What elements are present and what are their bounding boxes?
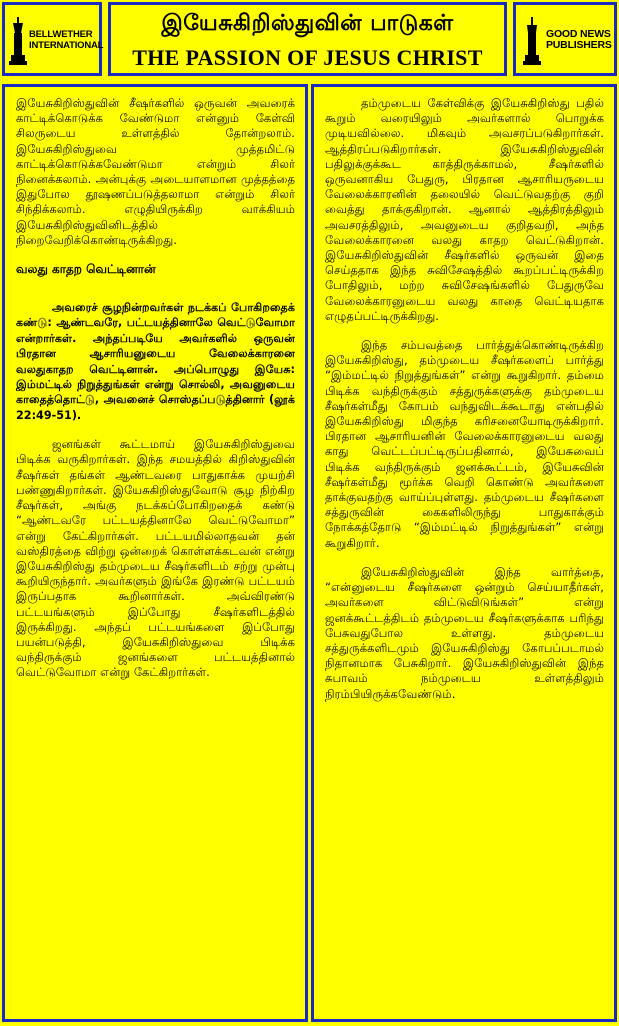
logo-right-line2: PUBLISHERS	[546, 39, 612, 51]
bellwether-logo	[2, 2, 102, 76]
title-box	[108, 2, 507, 76]
tower-icon	[522, 17, 544, 67]
title-english: THE PASSION OF JESUS CHRIST	[132, 45, 483, 70]
left-paragraph-1: இயேசுகிறிஸ்துவின் சீஷர்களில் ஒருவன் அவரைக் காட்டிக்கொடுக்க வேண்டுமா என்னும் கேள்வி சிலருடைய உள்ளத்தில் தோன்றலாம். இயேசுகிறிஸ்துவை முத்தமிட்டு காட்டிக்கொடுக்கவேண்டுமா என்றும் சிலர் நினைக்கலாம். அன்புக்கு அடையாளமான முத்தத்தை இதுபோல தூஷணப்படுத்தலாமா என்றும் சிலர் சிந்திக்கலாம். எழுதியிருக்கிற வாக்கியம் இயேசுகிறிஸ்துவினிடத்தில் நிறைவேறிக்கொண்டிருக்கிறது.	[16, 96, 295, 247]
section-heading: வலது காதற வெட்டினான்	[16, 262, 156, 277]
title-tamil: இயேசுகிறிஸ்துவின் பாடுகள்	[161, 11, 454, 36]
logo-right-line1: GOOD NEWS	[546, 28, 611, 40]
good-news-logo	[513, 2, 617, 76]
left-column	[2, 84, 308, 1022]
right-column	[311, 84, 617, 1022]
left-paragraph-3: ஜனங்கள் கூட்டமாய் இயேசுகிறிஸ்துவை பிடிக்க வருகிறார்கள். இந்த சமயத்தில் கிறிஸ்துவின் சீஷர்கள் தங்கள் ஆண்டவரை பாதுகாக்க முயற்சி பண்ணுகிறார்கள். இயேசுகிறிஸ்துவோடு சூழ நிற்கிற சீஷர்கள், அங்கு நடக்கப்போகிறதைக் கண்டு “ஆண்டவரே பட்டயத்தினாலே வெட்டுவோமா” என்று கேட்கிறார்கள். பட்டயமில்லாதவன் தன் வஸ்திரத்தை விற்று ஒன்றைக் கொள்ளக்கடவன் என்று இயேசுகிறிஸ்து தம்முடைய சீஷர்களிடம் சற்று முன்பு கூறியிருந்தார். அவர்களும் இங்கே இரண்டு பட்டயம் இருப்பதாக கூறினார்கள். அவ்விரண்டு பட்டயங்களும் இப்போது சீஷர்களிடத்தில் இருக்கிறது. அந்தப் பட்டயங்களை இப்போது பயன்படுத்தி, இயேசுகிறிஸ்துவை பிடிக்க வந்திருக்கும் ஜனங்களை பட்டயத்தினால் வெட்டுவோமா என்று கேட்கிறார்கள்.	[16, 437, 295, 680]
right-paragraph-2: இந்த சம்பவத்தை பார்த்துக்கொண்டிருக்கிற இயேசுகிறிஸ்து, தம்முடைய சீஷர்களைப் பார்த்து “இம்மட்டில் நிறுத்துங்கள்” என்று கூறுகிறார். தம்மை பிடிக்க வந்திருக்கும் சத்துருக்களுக்கு தம்முடைய சீஷர்கள்மீது கோபம் வந்துவிடக்கூடாது என்பதில் இயேசுகிறிஸ்து மிகுந்த கரிசனையோடிருக்கிறார். பிரதான ஆசாரியனின் வேலைக்காரனுடைய வலது காது வெட்டப்பட்டிருப்பதினால், இயேசுவைப் பிடிக்க வந்திருக்கும் ஜனக்கூட்டம், இயேசுவின் சீஷர்கள்மீது மூர்க்க வெறி கொண்டு அவர்களை தாக்குவதற்கு வாய்ப்புள்ளது. தம்முடைய சீஷர்களை சத்துருவின் கைகளிலிருந்து பாதுகாக்கும் நோக்கத்தோடு “இம்மட்டில் நிறுத்துங்கள்” என்று கூறுகிறார்.	[325, 338, 604, 550]
header	[0, 0, 619, 80]
logo-left-line1: BELLWETHER	[29, 29, 93, 40]
scripture-quote: அவரைச் சூழநின்றவர்கள் நடக்கப் போகிறதைக் கண்டு: ஆண்டவரே, பட்டயத்தினாலே வெட்டுவோமா என்றார்கள். அந்தப்படியே அவர்களில் ஒருவன் பிரதான ஆசாரியனுடைய வேலைக்காரனை வலதுகாதற வெட்டினான். அப்பொழுது இயேசு: இம்மட்டில் நிறுத்துங்கள் என்று சொல்லி, அவனுடைய காதைத்தொட்டு, அவனைச் சொஸ்தப்படுத்தினார் (லூக் 22:49-51).	[16, 301, 295, 422]
right-paragraph-1: தம்முடைய கேள்விக்கு இயேசுகிறிஸ்து பதில் கூறும் வரையிலும் அவர்களால் பொறுக்க முடியவில்லை. மிகவும் அவசரப்படுகிறார்கள். ஆத்திரப்படுகிறார்கள். இயேசுகிறிஸ்துவின் பதிலுக்குக்கூட காத்திருக்காமல், சீஷர்களில் ஒருவனாகிய பேதுரு, பிரதான ஆசாரியருடைய வேலைக்காரனின் தலையில் வெட்டுவதற்கு குறி வைத்து தாக்குகிறான். ஆனால் ஆத்திரத்திலும் அவசரத்திலும், அவனுடைய குறிதவறி, அந்த வேலைக்காரனை வலது காதற வெட்டுகிறான். இயேசுகிறிஸ்துவின் சீஷர்களில் ஒருவன் இதை செய்ததாக இந்த சுவிசேஷத்தில் கூறப்பட்டிருக்கிற போதிலும், மற்ற சுவிசேஷங்களில் பேதுருவே வேலைக்காரனுடைய வலது காதை வெட்டியதாக எழுதப்பட்டிருக்கிறது.	[325, 96, 604, 323]
bell-tower-icon	[9, 17, 29, 67]
logo-left-line2: INTERNATIONAL	[29, 40, 104, 51]
right-paragraph-3: இயேசுகிறிஸ்துவின் இந்த வார்த்தை, “என்னுடைய சீஷர்களை ஒன்றும் செய்யாதீர்கள், அவர்களை விட்டுவிடுங்கள்” என்று ஜனக்கூட்டத்திடம் தம்முடைய சீஷர்களுக்காக பரிந்து பேசுவதுபோல உள்ளது. தம்முடைய சத்துருக்களிடமும் இயேசுகிறிஸ்து கோபப்படாமல் நிதானமாக பேசுகிறார். இயேசுகிறிஸ்துவின் இந்த சுபாவம் நம்முடைய உள்ளத்திலும் நிரம்பியிருக்கவேண்டும்.	[325, 564, 604, 701]
